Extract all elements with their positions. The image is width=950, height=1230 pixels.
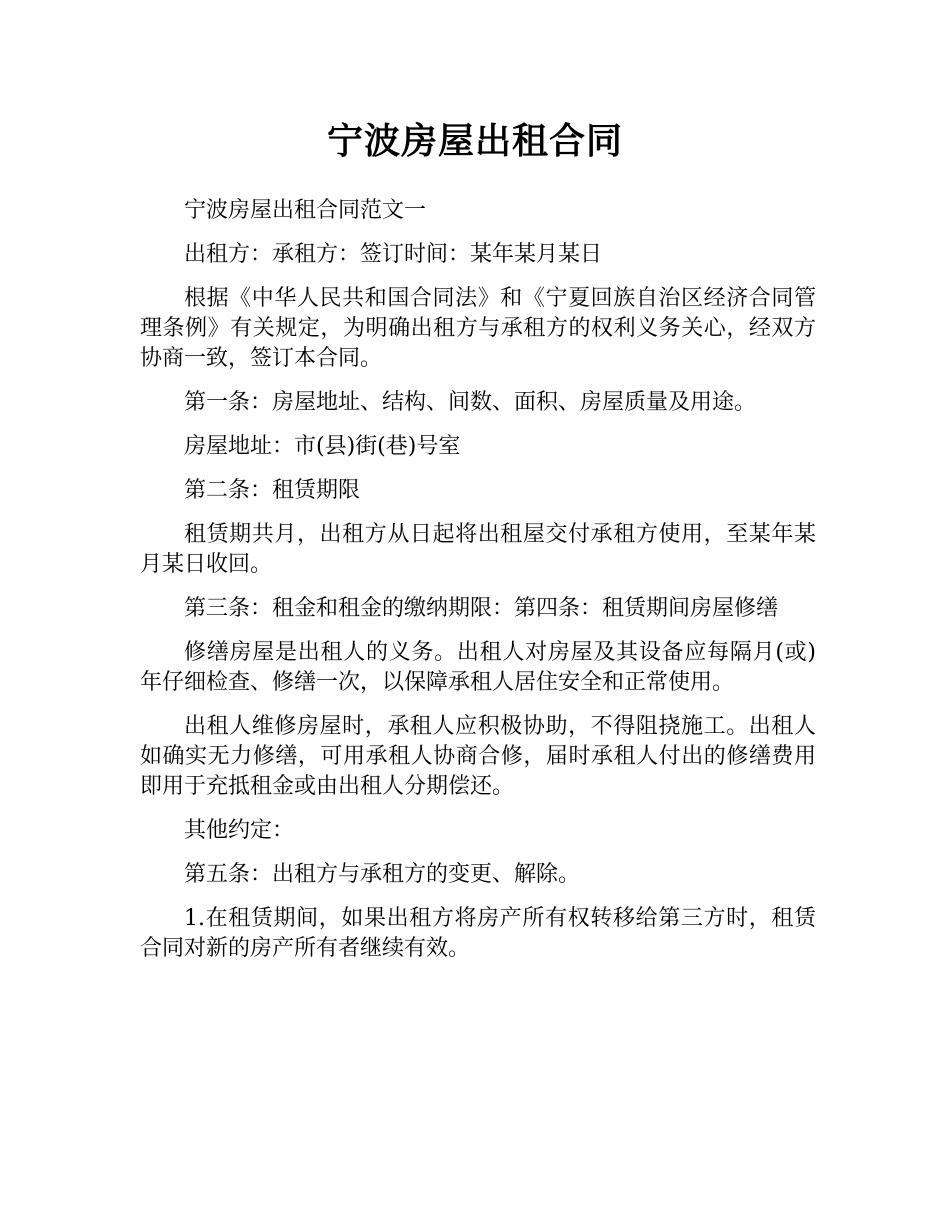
paragraph-8: 第三条：租金和租金的缴纳期限：第四条：租赁期间房屋修缮: [184, 596, 779, 621]
paragraph-5: 房屋地址：市(县)街(巷)号室: [184, 434, 461, 459]
paragraph-11: 其他约定：: [184, 818, 295, 843]
paragraph-9: 修缮房屋是出租人的义务。出租人对房屋及其设备应每隔月(或)年仔细检查、修缮一次，以保障承租人居住安全和正常使用。: [140, 640, 816, 695]
paragraph-12: 第五条：出租方与承租方的变更、解除。: [184, 862, 581, 887]
document-title: 宁波房屋出租合同: [326, 121, 623, 162]
paragraph-13: 1.在租赁期间，如果出租方将房产所有权转移给第三方时，租赁合同对新的房产所有者继续有效。: [140, 906, 816, 961]
paragraph-6: 第二条：租赁期限: [184, 478, 361, 503]
paragraph-4: 第一条：房屋地址、结构、间数、面积、房屋质量及用途。: [184, 390, 757, 415]
document-body: [140, 196, 816, 978]
paragraph-10: 出租人维修房屋时，承租人应积极协助，不得阻挠施工。出租人如确实无力修缮，可用承租人协商合修，届时承租人付出的修缮费用即用于充抵租金或由出租人分期偿还。: [140, 714, 816, 799]
paragraph-7: 租赁期共月，出租方从日起将出租屋交付承租方使用，至某年某月某日收回。: [140, 522, 816, 577]
paragraph-2: 出租方：承租方：签订时间：某年某月某日: [184, 242, 603, 267]
paragraph-1: 宁波房屋出租合同范文一: [184, 198, 427, 223]
paragraph-3: 根据《中华人民共和国合同法》和《宁夏回族自治区经济合同管理条例》有关规定，为明确出租方与承租方的权利义务关心，经双方协商一致，签订本合同。: [140, 286, 816, 371]
